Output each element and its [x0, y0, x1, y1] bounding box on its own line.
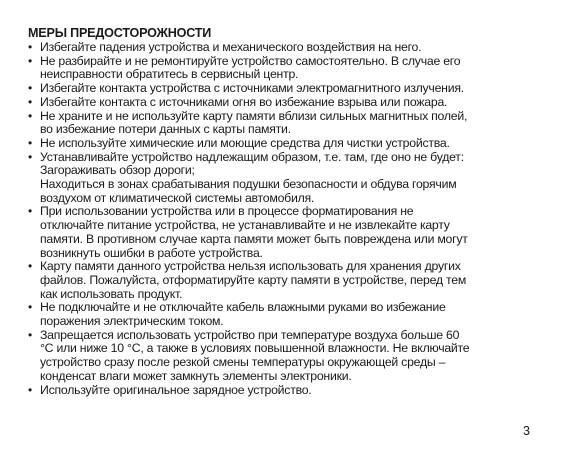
item-text-line: отключайте питание устройства, не устанавливайте и не извлекайте карту — [40, 218, 450, 233]
item-text-line: поражения электрическим током. — [40, 314, 224, 329]
item-text-line: Избегайте контакта устройства с источниками электромагнитного излучения. — [40, 81, 464, 96]
item-text-line: °С или ниже 10 °С, а также в условиях повышенной влажности. Не включайте — [40, 341, 470, 356]
bullet-icon: • — [28, 382, 32, 397]
list-item — [24, 55, 546, 82]
item-text-line: конденсат влаги может замкнуть элементы электроники. — [40, 368, 352, 383]
item-text-line: Запрещается использовать устройство при температуре воздуха больше 60 — [40, 327, 460, 342]
item-text-line: Карту памяти данного устройства нельзя использовать для хранения других — [40, 259, 461, 274]
list-item — [24, 205, 546, 260]
bullet-icon: • — [28, 327, 32, 342]
list-item — [24, 110, 546, 137]
precautions-list — [24, 41, 546, 397]
item-text-line: Не используйте химические или моющие средства для чистки устройства. — [40, 135, 450, 150]
bullet-icon: • — [28, 259, 32, 274]
item-text-line: файлов. Пожалуйста, отформатируйте карту памяти в устройстве, перед тем — [40, 272, 467, 287]
item-text-line: Загораживать обзор дороги; — [40, 163, 195, 178]
bullet-icon: • — [28, 135, 32, 150]
list-item — [24, 96, 546, 110]
item-text-line: Используйте оригинальное зарядное устройство. — [40, 382, 312, 397]
bullet-icon: • — [28, 149, 32, 164]
list-item — [24, 82, 546, 96]
list-item — [24, 260, 546, 301]
item-text-line: Избегайте контакта с источниками огня во избежание взрыва или пожара. — [40, 94, 448, 109]
item-text-line: Избегайте падения устройства и механического воздействия на него. — [40, 40, 422, 54]
item-text-line: Не разбирайте и не ремонтируйте устройство самостоятельно. В случае его — [40, 53, 461, 68]
bullet-icon: • — [28, 300, 32, 315]
item-text-line: Не храните и не используйте карту памяти вблизи сильных магнитных полей, — [40, 108, 468, 123]
item-text-line: как использовать продукт. — [40, 286, 183, 301]
item-text-line: неисправности обратитесь в сервисный центр. — [40, 67, 299, 82]
list-item — [24, 384, 546, 398]
item-text-line: памяти. В противном случае карта памяти может быть повреждена или могут — [40, 231, 468, 246]
item-text-line: Устанавливайте устройство надлежащим образом, т.е. там, где оно не будет: — [40, 149, 464, 164]
bullet-icon: • — [28, 53, 32, 68]
list-item — [24, 137, 546, 151]
bullet-icon: • — [28, 204, 32, 219]
list-item — [24, 41, 546, 55]
bullet-icon: • — [28, 40, 32, 54]
item-text-line: При использовании устройства или в процессе форматирования не — [40, 204, 414, 219]
bullet-icon: • — [28, 108, 32, 123]
page-number: 3 — [523, 424, 530, 438]
item-text-line: воздухом от климатической системы автомобиля. — [40, 190, 315, 205]
list-item — [24, 301, 546, 328]
section-heading: МЕРЫ ПРЕДОСТОРОЖНОСТИ — [28, 26, 212, 40]
item-text-line: возникнуть ошибки в работе устройства. — [40, 245, 263, 260]
bullet-icon: • — [28, 94, 32, 109]
list-item — [24, 151, 546, 206]
item-text-line: Находиться в зонах срабатывания подушки безопасности и обдува горячим — [40, 177, 457, 192]
item-text-line: во избежание потери данных с карты памяти. — [40, 122, 291, 137]
list-item — [24, 329, 546, 384]
bullet-icon: • — [28, 81, 32, 96]
item-text-line: Не подключайте и не отключайте кабель влажными руками во избежание — [40, 300, 446, 315]
item-text-line: устройство сразу после резкой смены температуры окружающей среды – — [40, 355, 446, 370]
